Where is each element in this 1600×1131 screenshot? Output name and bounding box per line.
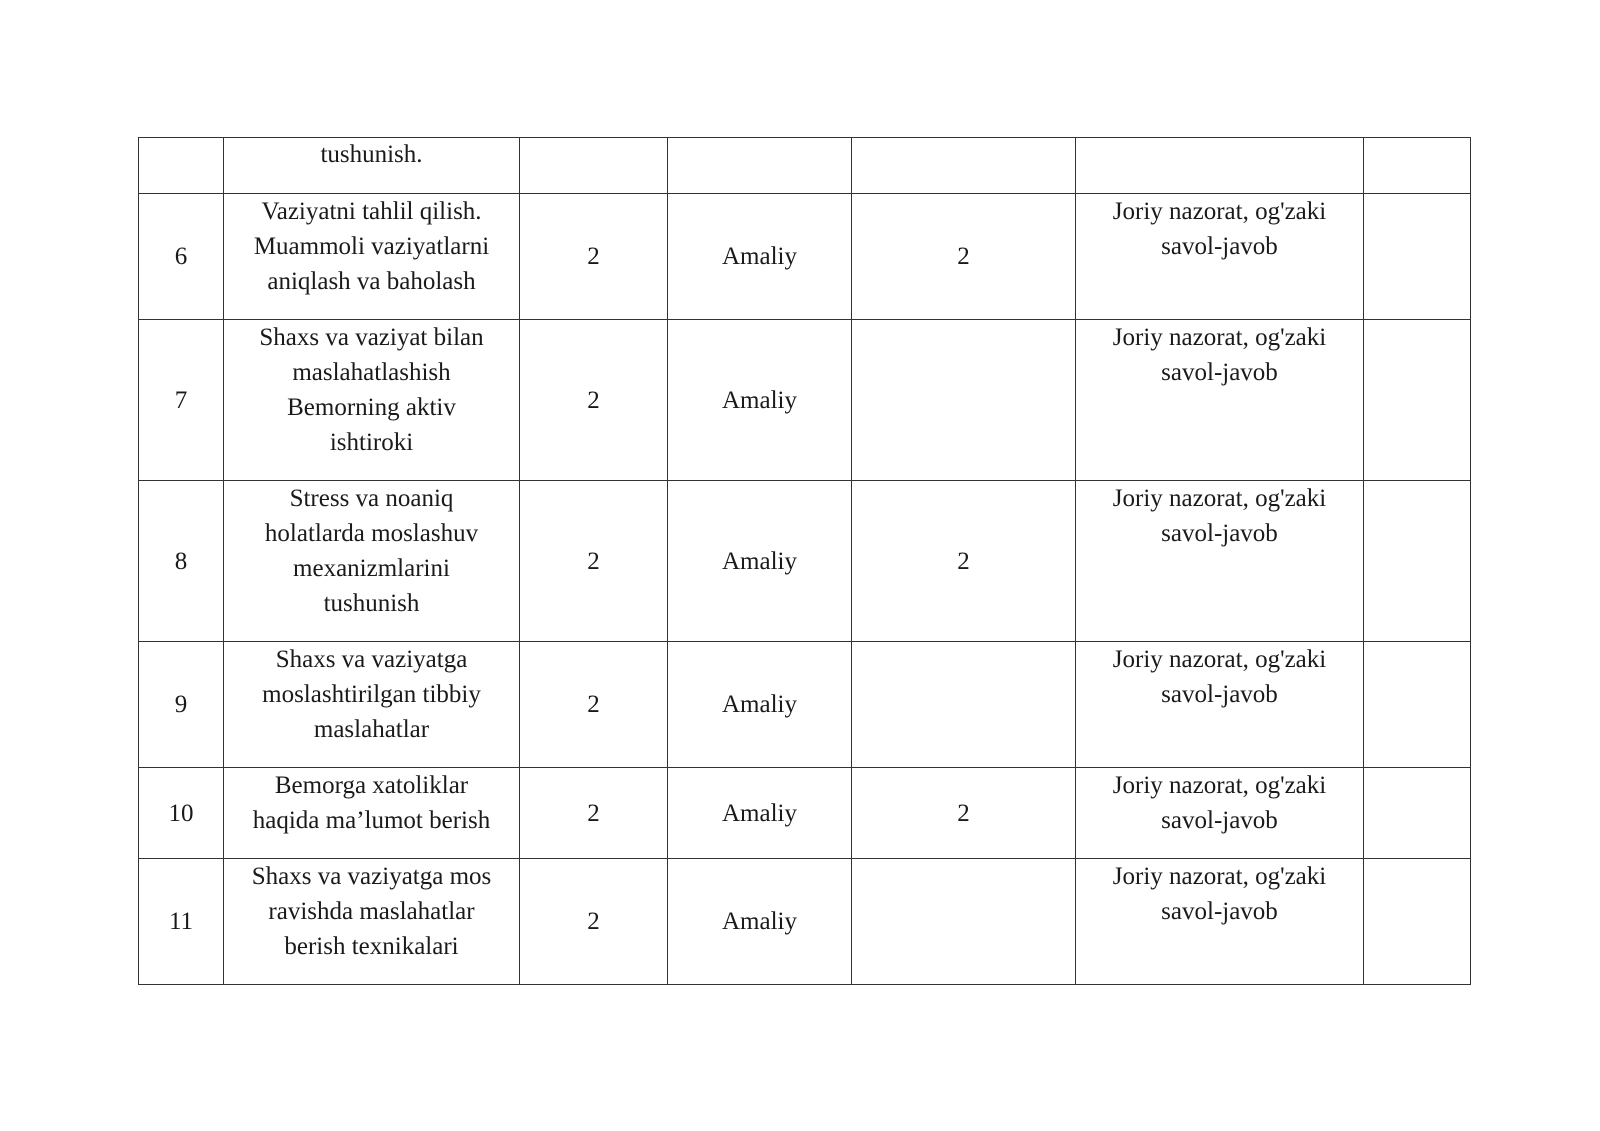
topic-cell: Shaxs va vaziyatga mos ravishda maslahatlar berish texnikalari (224, 859, 520, 985)
hours-cell: 2 (520, 768, 668, 859)
hours-cell: 2 (520, 481, 668, 642)
row-number-cell: 11 (139, 859, 224, 985)
topic-cell: Shaxs va vaziyatga moslashtirilgan tibbiy maslahatlar (224, 642, 520, 768)
lesson-type-cell: Amaliy (668, 481, 852, 642)
empty-last-cell (1364, 320, 1471, 481)
lesson-type-cell: Amaliy (668, 642, 852, 768)
table-row (139, 320, 1471, 481)
control-form-cell: Joriy nazorat, og'zaki savol-javob (1076, 320, 1364, 481)
empty-last-cell (1364, 642, 1471, 768)
extra-hours-cell (852, 320, 1076, 481)
empty-last-cell (1364, 859, 1471, 985)
table-row (139, 194, 1471, 320)
control-form-cell: Joriy nazorat, og'zaki savol-javob (1076, 481, 1364, 642)
control-form-cell: Joriy nazorat, og'zaki savol-javob (1076, 642, 1364, 768)
row-number-cell (139, 138, 224, 194)
row-number-cell: 10 (139, 768, 224, 859)
extra-hours-cell: 2 (852, 194, 1076, 320)
row-number-cell: 6 (139, 194, 224, 320)
topic-cell: tushunish. (224, 138, 520, 194)
row-number-cell: 9 (139, 642, 224, 768)
table-row (139, 138, 1471, 194)
extra-hours-cell (852, 642, 1076, 768)
row-number-cell: 7 (139, 320, 224, 481)
table-row (139, 768, 1471, 859)
table-row (139, 859, 1471, 985)
hours-cell: 2 (520, 642, 668, 768)
extra-hours-cell: 2 (852, 481, 1076, 642)
hours-cell: 2 (520, 859, 668, 985)
extra-hours-cell: 2 (852, 768, 1076, 859)
empty-last-cell (1364, 138, 1471, 194)
empty-last-cell (1364, 194, 1471, 320)
topic-cell: Bemorga xatoliklar haqida ma’lumot berish (224, 768, 520, 859)
table-row (139, 642, 1471, 768)
lesson-type-cell: Amaliy (668, 768, 852, 859)
lesson-type-cell (668, 138, 852, 194)
lesson-type-cell: Amaliy (668, 194, 852, 320)
hours-cell: 2 (520, 320, 668, 481)
table-row (139, 481, 1471, 642)
curriculum-table (138, 137, 1471, 985)
lesson-type-cell: Amaliy (668, 320, 852, 481)
hours-cell (520, 138, 668, 194)
topic-cell: Shaxs va vaziyat bilan maslahatlashish Bemorning aktiv ishtiroki (224, 320, 520, 481)
control-form-cell: Joriy nazorat, og'zaki savol-javob (1076, 194, 1364, 320)
control-form-cell: Joriy nazorat, og'zaki savol-javob (1076, 859, 1364, 985)
control-form-cell: Joriy nazorat, og'zaki savol-javob (1076, 768, 1364, 859)
topic-cell: Vaziyatni tahlil qilish. Muammoli vaziyatlarni aniqlash va baholash (224, 194, 520, 320)
lesson-type-cell: Amaliy (668, 859, 852, 985)
topic-cell: Stress va noaniq holatlarda moslashuv mexanizmlarini tushunish (224, 481, 520, 642)
extra-hours-cell (852, 859, 1076, 985)
control-form-cell (1076, 138, 1364, 194)
empty-last-cell (1364, 768, 1471, 859)
row-number-cell: 8 (139, 481, 224, 642)
empty-last-cell (1364, 481, 1471, 642)
extra-hours-cell (852, 138, 1076, 194)
hours-cell: 2 (520, 194, 668, 320)
